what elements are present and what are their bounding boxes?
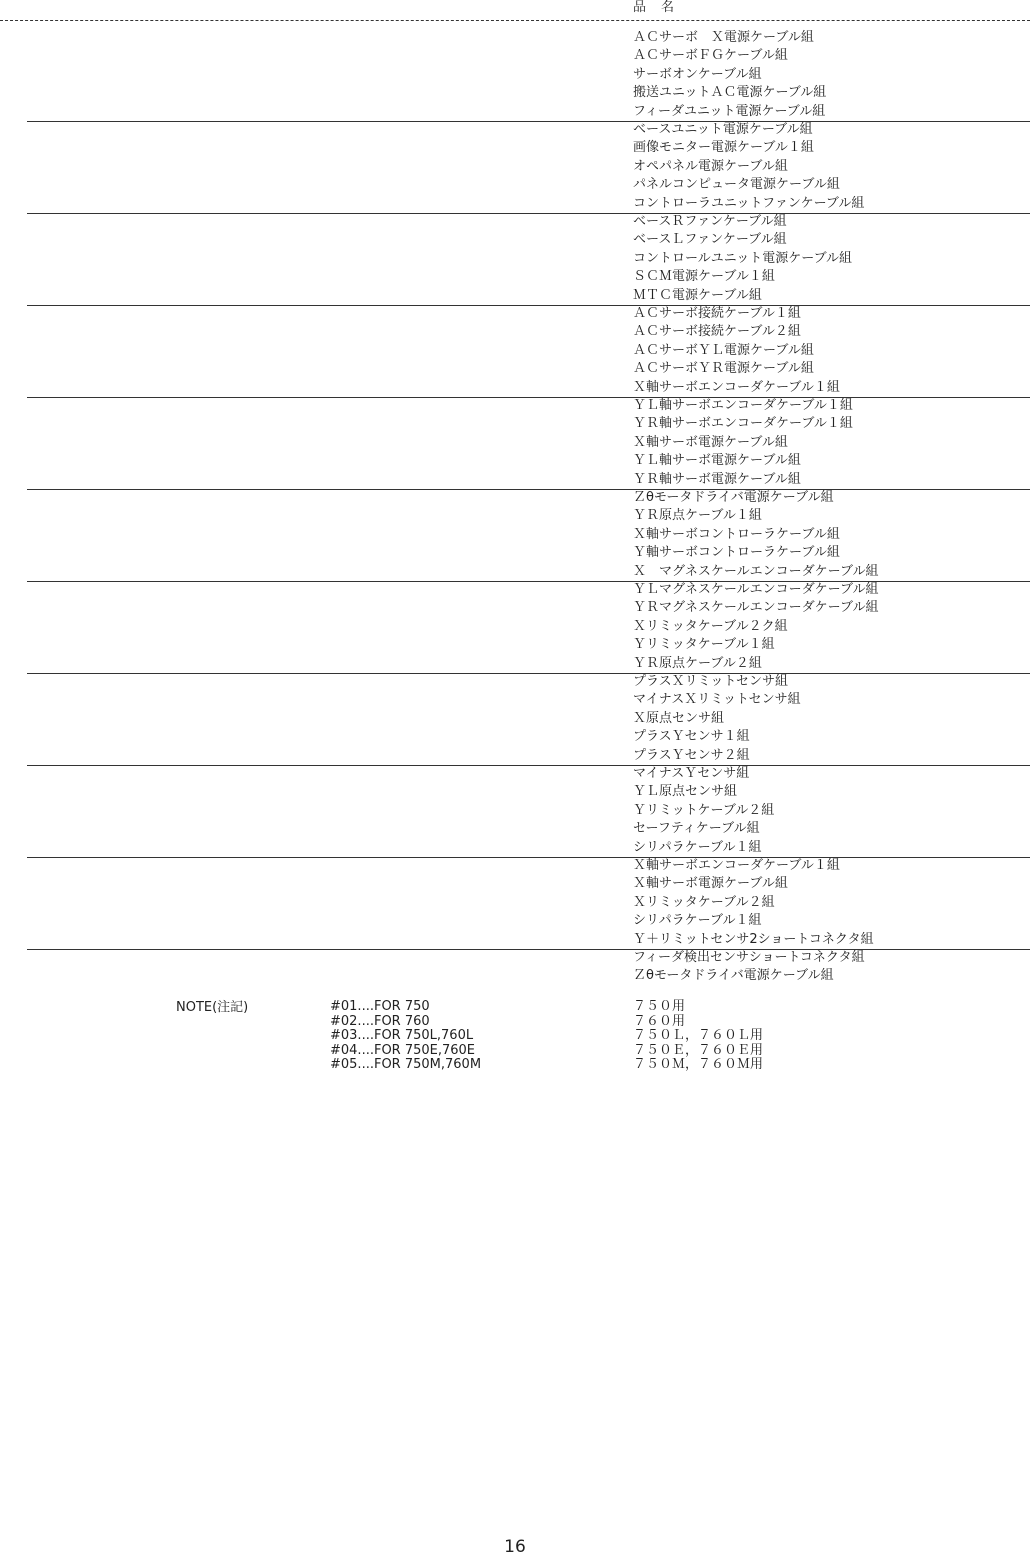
parts-group [0,397,1030,489]
part-name: オペパネル電源ケーブル組 [633,158,788,174]
note-label: ７５０用 [633,999,686,1014]
page-number: 16 [504,1537,526,1557]
note-labels [633,1000,763,1073]
part-name: Ｚθモータドライバ電源ケーブル組 [633,968,834,984]
part-name: セーフティケーブル組 [633,821,760,837]
part-name: ＹＲ原点ケーブル１組 [633,508,762,524]
part-name: Ｘリミッタケーブル２ク組 [633,618,788,634]
part-name: コントロールユニット電源ケーブル組 [633,250,853,266]
part-name: 画像モニター電源ケーブル１組 [633,140,814,156]
part-name: フィーダユニット電源ケーブル組 [633,103,826,119]
part-name: パネルコンピュータ電源ケーブル組 [633,177,840,193]
part-name: Ｘ軸サーボ電源ケーブル組 [633,876,788,892]
note-code: #04....FOR 750E,760E [330,1042,476,1058]
parts-group [0,765,1030,857]
part-name: Ｘ軸サーボエンコーダケーブル１組 [633,379,840,395]
part-name: 搬送ユニットＡＣ電源ケーブル組 [633,85,827,101]
parts-group [0,489,1030,581]
note-label: ７５０Ｅ，７６０Ｅ用 [633,1042,764,1058]
part-name: Ｙリミットケーブル２組 [633,802,775,818]
part-name: ＡＣサーボＦＧケーブル組 [633,48,788,64]
part-name: ＹＬ原点センサ組 [633,784,738,800]
part-name: Ｘ原点センサ組 [633,710,725,726]
part-name: ＡＣサーボ Ｘ電源ケーブル組 [633,30,814,45]
part-name: Ｚθモータドライバ電源ケーブル組 [633,490,834,505]
part-name: マイナスＸリミットセンサ組 [633,692,801,708]
note-code: #03....FOR 750L,760L [330,1028,474,1043]
part-name: Ｘ軸サーボコントローラケーブル組 [633,526,840,542]
part-name: ベースＬファンケーブル組 [633,232,787,248]
parts-group [0,305,1030,397]
part-name: シリパラケーブル１組 [633,839,762,855]
part-name: Ｘ軸サーボ電源ケーブル組 [633,434,788,450]
parts-group [0,673,1030,765]
parts-group [0,213,1030,305]
part-name: ＡＣサーボ接続ケーブル１組 [633,306,801,321]
part-name: プラスＸリミットセンサ組 [633,674,788,689]
part-name: ＭＴＣ電源ケーブル組 [633,287,762,303]
column-header-part-name: 品 名 [633,0,676,15]
note-code: #02....FOR 760 [330,1013,430,1029]
parts-list [0,29,1030,1041]
part-name: プラスＹセンサ１組 [633,729,750,745]
note-label: ７５０Ｌ，７６０Ｌ用 [633,1028,764,1043]
part-name: フィーダ検出センサショートコネクタ組 [633,950,865,965]
header-divider [0,20,1030,21]
part-name: ＹＲ原点ケーブル２組 [633,655,762,671]
part-name: マイナスＹセンサ組 [633,766,750,781]
part-name: ＳＣＭ電源ケーブル１組 [633,269,775,285]
parts-group [0,29,1030,121]
note-code: #01....FOR 750 [330,999,430,1014]
part-name: Ｙリミッタケーブル１組 [633,637,775,653]
part-name: Ｘ マグネスケールエンコーダケーブル組 [633,563,879,579]
part-name: ＹＲマグネスケールエンコーダケーブル組 [633,600,879,616]
note-label: ７６０用 [633,1013,686,1029]
part-name: サーボオンケーブル組 [633,66,762,82]
part-name: シリパラケーブル１組 [633,913,762,929]
note-code: #05....FOR 750M,760M [330,1057,482,1072]
part-name: プラスＹセンサ２組 [633,747,750,763]
part-name: ＹＬ軸サーボ電源ケーブル組 [633,453,801,469]
note-codes [330,1000,481,1073]
part-name: ＡＣサーボＹＲ電源ケーブル組 [633,361,814,377]
part-name: ＹＬ軸サーボエンコーダケーブル１組 [633,398,853,413]
notes-section [0,1000,1030,1080]
parts-group [0,121,1030,213]
part-name: ＡＣサーボＹＬ電源ケーブル組 [633,342,814,358]
part-name: コントローラユニットファンケーブル組 [633,195,865,211]
part-name: Ｙ＋リミットセンサ2ショートコネクタ組 [633,931,874,947]
part-name: ベースユニット電源ケーブル組 [633,122,813,137]
part-name: Ｘ軸サーボエンコーダケーブル１組 [633,858,840,873]
note-title: NOTE(注記) [176,1000,249,1015]
part-name: ベースＲファンケーブル組 [633,214,787,229]
part-name: ＹＬマグネスケールエンコーダケーブル組 [633,582,879,597]
part-name: ＹＲ軸サーボ電源ケーブル組 [633,471,801,487]
part-name: Ｘリミッタケーブル２組 [633,894,775,910]
note-label: ７５０Ｍ，７６０Ｍ用 [633,1057,764,1072]
parts-group [0,581,1030,673]
part-name: Ｙ軸サーボコントローラケーブル組 [633,545,840,561]
part-name: ＹＲ軸サーボエンコーダケーブル１組 [633,416,853,432]
part-name: ＡＣサーボ接続ケーブル２組 [633,324,801,340]
parts-group [0,857,1030,949]
